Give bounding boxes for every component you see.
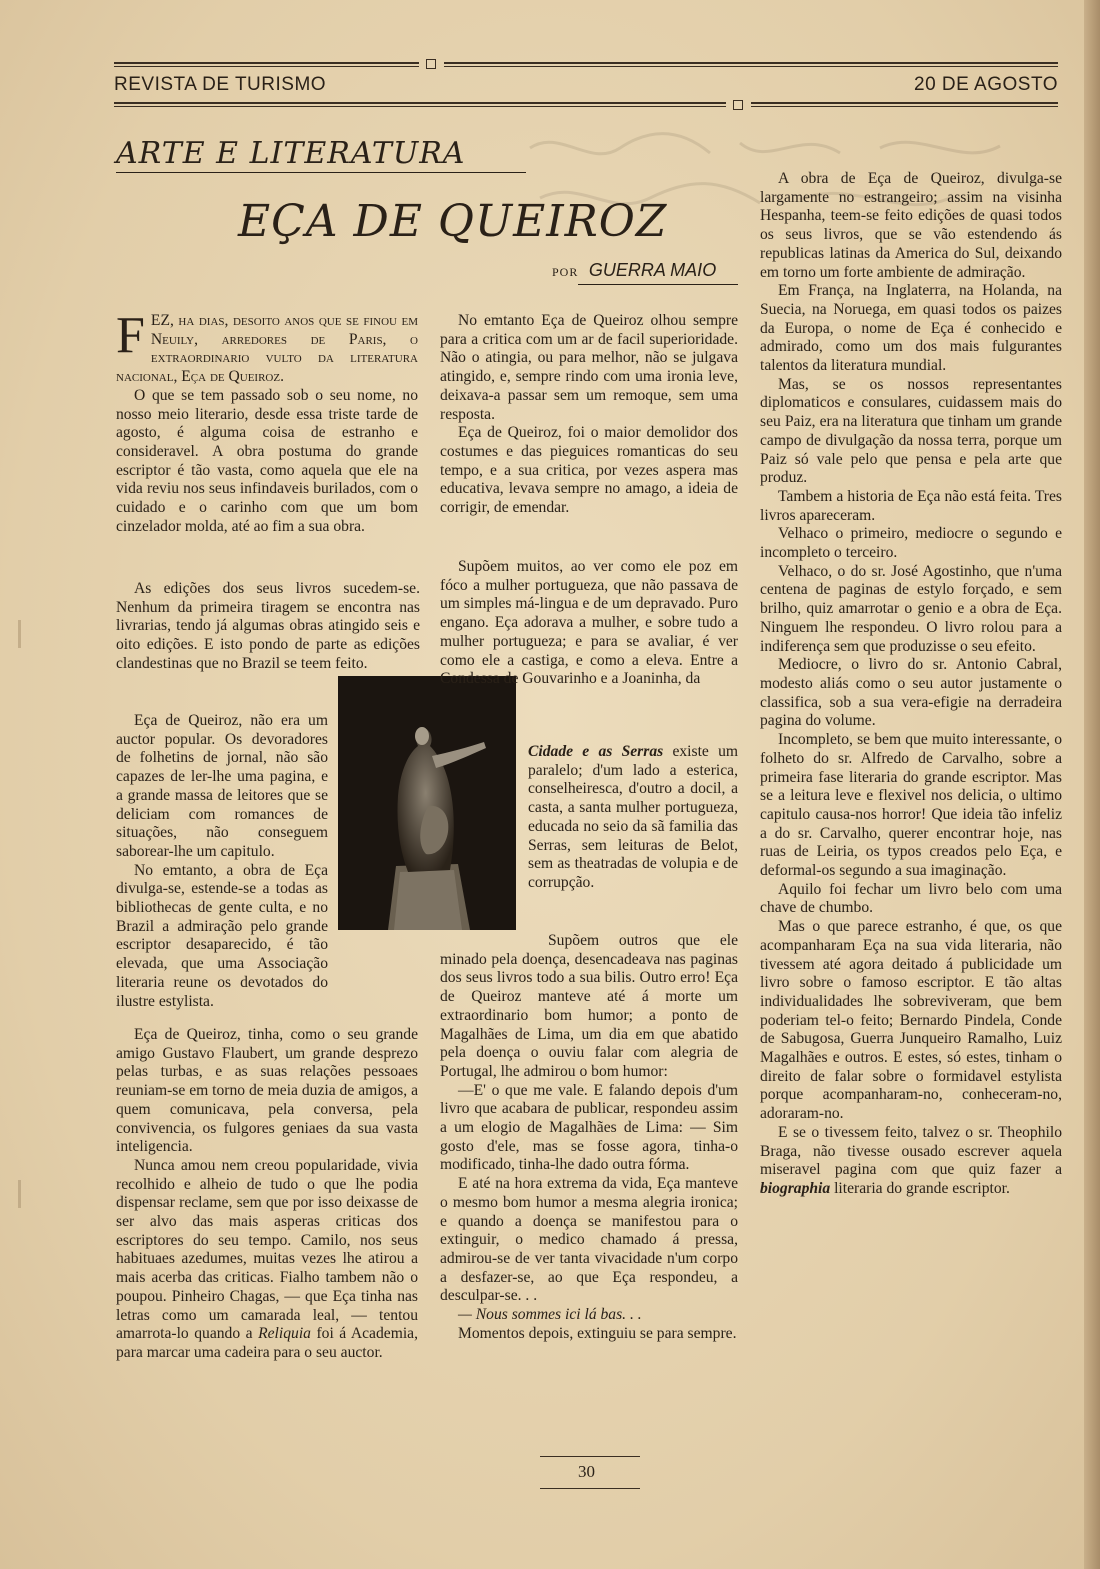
paragraph: Incompleto, se bem que muito interessante, o folheto do sr. Alfredo de Carvalho, sobre a primeira fase literaria do grande escriptor. Mas se a leitura leve e flexivel nos delicia, o ultimo capitulo causa-nos horror! Que ideia tão infeliz a do sr. Carvalho, querer encontrar hoje, nas ruas de Leiria, os typos creados pelo Eça, e deformal-os segundo a sua imaginação. xyxy=(760,731,1062,880)
book-title: Reliquia xyxy=(258,1325,311,1343)
author-name: GUERRA MAIO xyxy=(588,260,717,280)
quote: — Nous sommes ici lá bas. . . xyxy=(458,1306,642,1324)
paragraph: Em França, na Inglaterra, na Holanda, na Suecia, na Noruega, em quasi todos os paizes da Europa, o nome de Eça é conhecido e admirado, como um dos mais fulgurantes talentos da literatura mundial. xyxy=(760,282,1062,375)
issue-date: 20 DE AGOSTO xyxy=(914,74,1058,95)
paragraph: Eça de Queiroz, não era um auctor popular. Os devoradores de folhetins de jornal, não são capazes de ler-lhe uma pagina, e a grande massa de leitores que se deliciam com romances de situações, não conseguem saborear-lhe um capitulo. xyxy=(116,712,328,860)
book-title: Cidade e as Serras xyxy=(528,743,664,760)
paragraph: E se o tivessem feito, talvez o sr. Theophilo Braga, não tivesse ousado escrever aquela miseravel pagina com que quiz fazer a biographia literaria do grande escriptor. xyxy=(760,1123,1062,1197)
column-1-bottom xyxy=(116,1026,418,1363)
column-2-bottom xyxy=(440,932,738,1343)
section-title: ARTE E LITERATURA xyxy=(116,136,466,171)
header-rule-bottom-left-thin xyxy=(114,106,726,107)
section-underline xyxy=(116,172,526,173)
header-rule-top-right xyxy=(444,62,1058,64)
paragraph: Velhaco, o do sr. José Agostinho, que n'uma centena de paginas de estylo forçado, e sem brilho, quiz amarrotar o genio e a obra de Eça. Ninguem lhe respondeu. O livro rolou para a indiferença sem que produzisse o seu efeito. xyxy=(760,562,1062,655)
header-rule-bottom-left xyxy=(114,102,726,104)
footer-rule xyxy=(540,1488,640,1489)
page-number: 30 xyxy=(578,1462,595,1481)
column-1-mid xyxy=(116,580,418,674)
statue-photo xyxy=(338,676,516,930)
header-rule-bottom-right xyxy=(751,102,1058,104)
header-rule-bottom-right-thin xyxy=(751,106,1058,107)
emphasis: biographia xyxy=(760,1179,831,1197)
paragraph: Tambem a historia de Eça não está feita. Tres livros apareceram. xyxy=(760,487,1062,524)
paragraph: No emtanto, a obra de Eça divulga-se, estende-se a todas as bibliothecas de gente culta, e no Brazil a admiração pelo grande escriptor desaparecido, é tão elevada, que uma Associação literaria reune os devotados do ilustre estylista. xyxy=(116,861,328,1010)
header-rule-top-left xyxy=(114,62,419,64)
byline-underline xyxy=(578,284,738,285)
ornament-square xyxy=(426,59,436,69)
column-1-narrow xyxy=(116,712,328,1011)
paragraph: FEZ, ha dias, desoito anos que se finou em Neuily, arredores de Paris, o extraordinario vulto da literatura nacional, Eça de Queiroz. xyxy=(116,307,418,386)
statue-image-icon xyxy=(338,676,516,930)
footer-rule xyxy=(540,1456,640,1457)
ornament-square xyxy=(733,100,743,110)
binding-mark xyxy=(18,620,21,648)
paragraph: Eça de Queiroz, foi o maior demolidor dos costumes e das pieguices romanticas do seu tempo, e a sua critica, por vezes aspera mas educativa, levava sempre no amago, a ideia de corrigir, de emendar. xyxy=(440,424,738,517)
paragraph: Supõem outros que ele minado pela doença, desencadeava nas paginas dos seus livros todo a sua bilis. Outro erro! Eça de Queiroz manteve até á morte um extraordinario bom humor; a ponto de Magalhães de Lima, um dia em que abatido pela doença o ouviu falar com alegria de Portugal, lhe admirou o bom humor: xyxy=(440,932,738,1080)
publication-title: REVISTA DE TURISMO xyxy=(114,74,327,95)
paragraph: As edições dos seus livros sucedem-se. Nenhum da primeira tiragem se encontra nas livrarias, tendo já algumas obras atingido seis e oito edições. E isto pondo de parte as edições clandestinas que no Brazil se teem feito. xyxy=(116,580,420,672)
column-2-top xyxy=(440,312,738,518)
column-2-narrow xyxy=(528,743,738,893)
paragraph: Mas o que parece estranho, é que, os que acompanharam Eça na sua vida literaria, não tivessem até agora deitado á publicidade um livro sobre o famoso escriptor. E tão altas individualidades lhe sobreviveram, que bem poderiam tel-o feito; Bernardo Pindela, Conde de Sabugosa, Guerra Junqueiro Ramalho, Luiz Magalhães e outros. E estes, só estes, tinham o direito de falar sobre o formidavel estylista porque acompanharam-no, conheceram-no, adoraram-no. xyxy=(760,918,1062,1123)
paragraph: Velhaco o primeiro, mediocre o segundo e incompleto o terceiro. xyxy=(760,525,1062,562)
paragraph: O que se tem passado sob o seu nome, no nosso meio literario, desde essa triste tarde de agosto, é alguma coisa de estranho e consideravel. A obra postuma do grande escriptor é tão vasta, como aquela que ele na vida reviu nos seus infindaveis burilados, com o cuidado e o carinho com que um bom cinzelador molda, até ao fim a sua obra. xyxy=(116,386,418,535)
paragraph: —E' o que me vale. E falando depois d'um livro que acabara de publicar, respondeu assim a um elogio de Magalhães de Lima: — Sim gosto d'ele, mas se fosse agora, tinha-o modificado, tinha-lhe dado outra fórma. xyxy=(440,1081,738,1174)
header-rule-top-left-thin xyxy=(114,66,419,67)
paragraph: Supõem muitos, ao ver como ele poz em fóco a mulher portugueza, que não passava de um simples má-lingua e de um depravado. Puro engano. Eça adorava a mulher, e sobre tudo a mulher portugueza; e para se avaliar, é ver como ele a castiga, e como a eleva. Entre a Condessa de Gouvarinho e a Joaninha, da xyxy=(440,558,738,688)
paragraph: Mediocre, o livro do sr. Antonio Cabral, modesto aliás como o seu autor justamente o classifica, sob a sua vera-efigie na derradeira pagina do volume. xyxy=(760,656,1062,730)
paragraph: Mas, se os nossos representantes diplomaticos e consulares, cuidassem mais do seu Paiz, era na literatura que tinham um grande campo de divulgação da nossa terra, porque um Paiz só vale pelo que pensa e pela arte que produz. xyxy=(760,375,1062,487)
paragraph-continued: Cidade e as Serras existe um paralelo; d'um lado a esterica, conselheiresca, d'outro a docil, a casta, a santa mulher portugueza, educada no seio da sã familia das Serras, sem leituras de Belot, sem as theatradas de volupia e de corrupção. xyxy=(528,743,739,891)
paragraph: Nunca amou nem creou popularidade, vivia recolhido e alheio de tudo o que lhe podia dispensar reclame, sem que por isso deixasse de ser alvo das mais asperas criticas dos escriptores do seu tempo. Camilo, nos seus habituaes azedumes, muitas vezes lhe atirou a mais acerba das criticas. Fialho tambem não o poupou. Pinheiro Chagas, — que Eça tinha nas letras como um camarada leal, — tentou amarrota-lo quando a Reliquia foi á Academia, para marcar uma cadeira para o seu auctor. xyxy=(116,1156,418,1361)
paragraph: Eça de Queiroz, tinha, como o seu grande amigo Gustavo Flaubert, um grande desprezo pelas turbas, e as suas relações pessoaes reuniam-se em torno de meia duzia de amigos, a quem comunicava, pela conversa, pela convivencia, os fulgores geniaes da sua vasta inteligencia. xyxy=(116,1026,418,1156)
article-title: EÇA DE QUEIROZ xyxy=(238,196,668,247)
paragraph: E até na hora extrema da vida, Eça manteve o mesmo bom humor a mesma alegria ironica; e quando a doença se manifestou para o extinguir, o medico chamado á pressa, admirou-se de ver tanta vivacidade n'um corpo a desfazer-se, ao que Eça respondeu, a desculpar-se. . . xyxy=(440,1175,738,1305)
paragraph: Momentos depois, extinguiu se para sempre. xyxy=(458,1324,737,1342)
column-3 xyxy=(760,170,1062,1199)
byline-prefix: POR xyxy=(552,265,579,279)
column-2-wrap-start xyxy=(440,558,738,689)
paragraph: Aquilo foi fechar um livro belo com uma chave de chumbo. xyxy=(760,880,1062,917)
binding-mark xyxy=(18,1180,21,1208)
paragraph: A obra de Eça de Queiroz, divulga-se largamente no estrangeiro; assim na visinha Hespanha, teem-se feito edições de quasi todos os seus livros, que se vão estendendo ás republicas latinas da America do Sul, deixando em torno um forte ambiente de admiração. xyxy=(760,170,1062,281)
header-rule-top-right-thin xyxy=(444,66,1058,67)
byline xyxy=(552,260,716,281)
page-edge xyxy=(1084,0,1100,1569)
dropcap: F xyxy=(116,307,145,364)
paragraph: No emtanto Eça de Queiroz olhou sempre para a critica com um ar de facil superioridade. Não o atingia, ou para melhor, não se julgava atingido, e, sempre rindo com uma ironia leve, deixava-a passar sem um remoque, sem uma resposta. xyxy=(440,312,738,423)
column-1-top xyxy=(116,307,418,536)
